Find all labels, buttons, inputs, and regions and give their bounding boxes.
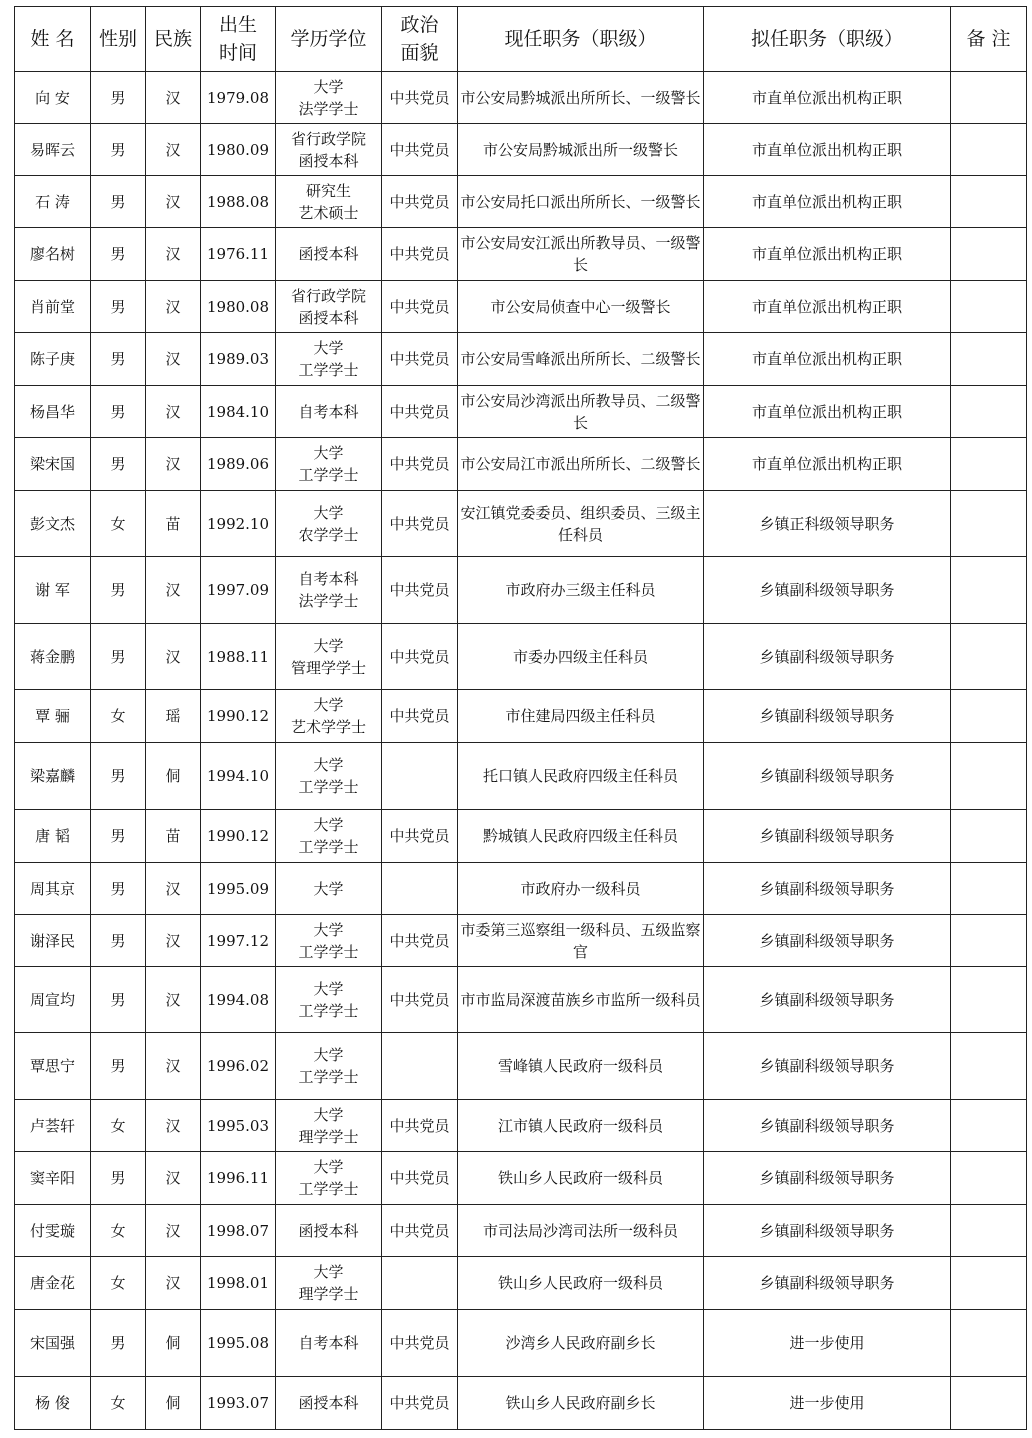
cell-proposed-position: 市直单位派出机构正职 — [704, 386, 951, 438]
cell-gender: 男 — [91, 624, 146, 690]
table-row — [15, 124, 1027, 176]
header-current-position: 现任职务（职级） — [458, 7, 704, 72]
cell-gender: 男 — [91, 1310, 146, 1377]
cell-ethnicity: 汉 — [146, 386, 201, 438]
cell-ethnicity: 汉 — [146, 124, 201, 176]
cell-ethnicity: 侗 — [146, 743, 201, 810]
cell-political-status: 中共党员 — [382, 624, 458, 690]
cell-proposed-position: 市直单位派出机构正职 — [704, 333, 951, 386]
cell-birth-date: 1995.03 — [201, 1100, 276, 1152]
cell-education — [276, 863, 382, 915]
cell-political-status: 中共党员 — [382, 333, 458, 386]
cell-gender: 女 — [91, 1205, 146, 1257]
education-line2: 工学学士 — [298, 466, 359, 484]
cell-name: 杨昌华 — [15, 386, 91, 438]
cell-gender: 男 — [91, 557, 146, 624]
cell-proposed-position: 乡镇副科级领导职务 — [704, 1100, 951, 1152]
education-line1: 自考本科 — [298, 1334, 359, 1352]
education-line2: 工学学士 — [298, 1180, 359, 1198]
cell-ethnicity: 汉 — [146, 281, 201, 333]
education-line2: 法学学士 — [298, 592, 359, 610]
cell-current-position: 铁山乡人民政府一级科员 — [458, 1257, 704, 1310]
cell-remarks — [951, 624, 1027, 690]
education-line1: 大学 — [313, 1105, 344, 1124]
table-row — [15, 1033, 1027, 1100]
education-line2: 工学学士 — [298, 942, 359, 961]
table-row — [15, 1152, 1027, 1205]
education-line1: 大学 — [313, 444, 344, 462]
header-remarks: 备 注 — [951, 7, 1027, 72]
cell-political-status: 中共党员 — [382, 438, 458, 491]
education-line2: 工学学士 — [298, 838, 359, 856]
cell-gender: 男 — [91, 386, 146, 438]
cell-proposed-position: 乡镇副科级领导职务 — [704, 810, 951, 863]
cell-gender: 男 — [91, 1033, 146, 1100]
cell-remarks — [951, 743, 1027, 810]
cell-proposed-position: 进一步使用 — [704, 1377, 951, 1430]
education-line2: 函授本科 — [298, 151, 359, 170]
cell-remarks — [951, 1033, 1027, 1100]
cell-birth-date: 1997.12 — [201, 915, 276, 967]
cell-gender: 男 — [91, 228, 146, 281]
cell-gender: 女 — [91, 1100, 146, 1152]
cell-political-status: 中共党员 — [382, 72, 458, 124]
cell-remarks — [951, 124, 1027, 176]
cell-education — [276, 1100, 382, 1152]
cell-name: 宋国强 — [15, 1310, 91, 1377]
cell-education — [276, 281, 382, 333]
cell-education — [276, 743, 382, 810]
table-row — [15, 281, 1027, 333]
education-line2: 法学学士 — [298, 99, 359, 118]
table-row — [15, 1310, 1027, 1377]
cell-remarks — [951, 72, 1027, 124]
cell-current-position: 市公安局黔城派出所一级警长 — [458, 124, 704, 176]
cell-proposed-position: 乡镇副科级领导职务 — [704, 1033, 951, 1100]
education-line1: 大学 — [313, 1158, 344, 1176]
education-line1: 大学 — [313, 979, 344, 998]
cell-education — [276, 557, 382, 624]
cell-remarks — [951, 810, 1027, 863]
cell-birth-date: 1995.08 — [201, 1310, 276, 1377]
cell-current-position: 市公安局托口派出所所长、一级警长 — [458, 176, 704, 228]
cell-name: 付雯璇 — [15, 1205, 91, 1257]
cell-proposed-position: 市直单位派出机构正职 — [704, 72, 951, 124]
cell-name: 向 安 — [15, 72, 91, 124]
cell-education — [276, 967, 382, 1033]
education-line1: 大学 — [313, 339, 344, 357]
cell-proposed-position: 乡镇副科级领导职务 — [704, 1205, 951, 1257]
cell-birth-date: 1989.06 — [201, 438, 276, 491]
cell-current-position: 市司法局沙湾司法所一级科员 — [458, 1205, 704, 1257]
table-row — [15, 557, 1027, 624]
education-line2: 工学学士 — [298, 361, 359, 379]
cell-current-position: 市住建局四级主任科员 — [458, 690, 704, 743]
header-name: 姓 名 — [15, 7, 91, 72]
cell-remarks — [951, 438, 1027, 491]
cell-current-position: 黔城镇人民政府四级主任科员 — [458, 810, 704, 863]
cell-current-position: 市公安局沙湾派出所教导员、二级警长 — [458, 386, 704, 438]
table-row — [15, 690, 1027, 743]
cell-political-status: 中共党员 — [382, 176, 458, 228]
cell-political-status: 中共党员 — [382, 491, 458, 557]
cell-gender: 女 — [91, 1377, 146, 1430]
cell-education — [276, 915, 382, 967]
cell-political-status: 中共党员 — [382, 1205, 458, 1257]
cell-remarks — [951, 228, 1027, 281]
cell-remarks — [951, 281, 1027, 333]
cell-political-status: 中共党员 — [382, 690, 458, 743]
education-line1: 大学 — [313, 1263, 344, 1281]
cell-current-position: 市公安局江市派出所所长、二级警长 — [458, 438, 704, 491]
education-line1: 研究生 — [305, 181, 351, 200]
education-line1: 大学 — [313, 879, 344, 898]
cadre-roster-table — [14, 6, 1027, 1430]
cell-political-status — [382, 863, 458, 915]
table-row — [15, 1205, 1027, 1257]
cell-current-position: 市政府办一级科员 — [458, 863, 704, 915]
cell-birth-date: 1984.10 — [201, 386, 276, 438]
education-line1: 自考本科 — [298, 570, 359, 588]
cell-current-position: 市委第三巡察组一级科员、五级监察官 — [458, 915, 704, 967]
cell-name: 蒋金鹏 — [15, 624, 91, 690]
cell-proposed-position: 市直单位派出机构正职 — [704, 124, 951, 176]
cell-name: 陈子庚 — [15, 333, 91, 386]
header-education: 学历学位 — [276, 7, 382, 72]
cell-gender: 男 — [91, 967, 146, 1033]
cell-political-status: 中共党员 — [382, 1377, 458, 1430]
education-line1: 大学 — [313, 920, 344, 939]
cell-ethnicity: 汉 — [146, 333, 201, 386]
cell-birth-date: 1994.10 — [201, 743, 276, 810]
cell-ethnicity: 汉 — [146, 176, 201, 228]
cell-gender: 男 — [91, 281, 146, 333]
cell-current-position: 安江镇党委委员、组织委员、三级主任科员 — [458, 491, 704, 557]
table-row — [15, 1377, 1027, 1430]
cell-current-position: 托口镇人民政府四级主任科员 — [458, 743, 704, 810]
cell-birth-date: 1988.08 — [201, 176, 276, 228]
education-line1: 大学 — [313, 77, 344, 96]
table-row — [15, 176, 1027, 228]
cell-proposed-position: 乡镇副科级领导职务 — [704, 557, 951, 624]
cell-remarks — [951, 176, 1027, 228]
education-line1: 函授本科 — [298, 1394, 359, 1412]
cell-birth-date: 1998.07 — [201, 1205, 276, 1257]
cell-political-status: 中共党员 — [382, 1100, 458, 1152]
cell-ethnicity: 汉 — [146, 228, 201, 281]
cell-remarks — [951, 491, 1027, 557]
cell-gender: 男 — [91, 124, 146, 176]
cell-education — [276, 72, 382, 124]
roster-body — [15, 72, 1027, 1430]
cell-political-status: 中共党员 — [382, 124, 458, 176]
cell-ethnicity: 苗 — [146, 491, 201, 557]
table-row — [15, 863, 1027, 915]
cell-proposed-position: 乡镇副科级领导职务 — [704, 967, 951, 1033]
cell-name: 杨 俊 — [15, 1377, 91, 1430]
education-line2: 理学学士 — [298, 1127, 359, 1146]
cell-proposed-position: 乡镇副科级领导职务 — [704, 1152, 951, 1205]
education-line1: 大学 — [313, 503, 344, 522]
cell-ethnicity: 苗 — [146, 810, 201, 863]
cell-remarks — [951, 333, 1027, 386]
cell-gender: 女 — [91, 491, 146, 557]
cell-birth-date: 1980.08 — [201, 281, 276, 333]
cell-name: 梁嘉麟 — [15, 743, 91, 810]
cell-ethnicity: 汉 — [146, 1100, 201, 1152]
cell-proposed-position: 市直单位派出机构正职 — [704, 438, 951, 491]
cell-remarks — [951, 1100, 1027, 1152]
cell-remarks — [951, 1205, 1027, 1257]
education-line2: 理学学士 — [298, 1285, 359, 1303]
cell-proposed-position: 进一步使用 — [704, 1310, 951, 1377]
cell-name: 周其京 — [15, 863, 91, 915]
cell-education — [276, 810, 382, 863]
education-line2: 农学学士 — [298, 525, 359, 544]
cell-remarks — [951, 1257, 1027, 1310]
cell-remarks — [951, 690, 1027, 743]
cell-ethnicity: 汉 — [146, 557, 201, 624]
cell-ethnicity: 瑶 — [146, 690, 201, 743]
cell-gender: 女 — [91, 1257, 146, 1310]
cell-birth-date: 1988.11 — [201, 624, 276, 690]
education-line2: 工学学士 — [298, 778, 359, 796]
cell-birth-date: 1994.08 — [201, 967, 276, 1033]
table-row — [15, 810, 1027, 863]
cell-gender: 男 — [91, 1152, 146, 1205]
cell-education — [276, 438, 382, 491]
cell-birth-date: 1990.12 — [201, 810, 276, 863]
header-ethnicity: 民族 — [146, 7, 201, 72]
cell-current-position: 市公安局侦查中心一级警长 — [458, 281, 704, 333]
cell-proposed-position: 市直单位派出机构正职 — [704, 281, 951, 333]
cell-remarks — [951, 863, 1027, 915]
cell-birth-date: 1996.11 — [201, 1152, 276, 1205]
cell-birth-date: 1989.03 — [201, 333, 276, 386]
cell-name: 彭文杰 — [15, 491, 91, 557]
education-line1: 函授本科 — [298, 245, 359, 263]
cell-political-status: 中共党员 — [382, 967, 458, 1033]
cell-ethnicity: 汉 — [146, 438, 201, 491]
cell-remarks — [951, 1310, 1027, 1377]
table-row — [15, 915, 1027, 967]
cell-ethnicity: 侗 — [146, 1377, 201, 1430]
cell-name: 谢 军 — [15, 557, 91, 624]
cell-political-status: 中共党员 — [382, 1310, 458, 1377]
cell-ethnicity: 汉 — [146, 1205, 201, 1257]
education-line2: 函授本科 — [298, 308, 359, 327]
cell-gender: 男 — [91, 743, 146, 810]
cell-political-status: 中共党员 — [382, 386, 458, 438]
cell-proposed-position: 市直单位派出机构正职 — [704, 176, 951, 228]
cell-proposed-position: 乡镇副科级领导职务 — [704, 1257, 951, 1310]
header-proposed-position: 拟任职务（职级） — [704, 7, 951, 72]
cell-name: 肖前堂 — [15, 281, 91, 333]
header-birth-line2: 时间 — [218, 42, 257, 64]
header-political-line2: 面貌 — [400, 42, 439, 64]
cell-birth-date: 1990.12 — [201, 690, 276, 743]
header-birth-date — [201, 7, 276, 72]
cell-birth-date: 1980.09 — [201, 124, 276, 176]
cell-current-position: 市政府办三级主任科员 — [458, 557, 704, 624]
cell-gender: 男 — [91, 915, 146, 967]
cell-ethnicity: 汉 — [146, 1033, 201, 1100]
cell-gender: 女 — [91, 690, 146, 743]
cell-name: 唐金花 — [15, 1257, 91, 1310]
cell-current-position: 铁山乡人民政府副乡长 — [458, 1377, 704, 1430]
cell-education — [276, 1205, 382, 1257]
cell-gender: 男 — [91, 72, 146, 124]
education-line1: 自考本科 — [298, 402, 359, 421]
cell-remarks — [951, 386, 1027, 438]
cell-education — [276, 491, 382, 557]
table-row — [15, 438, 1027, 491]
cell-education — [276, 333, 382, 386]
education-line1: 大学 — [313, 816, 344, 834]
cell-political-status: 中共党员 — [382, 557, 458, 624]
cell-education — [276, 1033, 382, 1100]
table-row — [15, 624, 1027, 690]
cell-proposed-position: 乡镇副科级领导职务 — [704, 863, 951, 915]
education-line1: 大学 — [313, 756, 344, 774]
cell-political-status: 中共党员 — [382, 1152, 458, 1205]
header-birth-line1: 出生 — [218, 14, 257, 36]
education-line1: 大学 — [313, 1046, 344, 1064]
cell-current-position: 市公安局安江派出所教导员、一级警长 — [458, 228, 704, 281]
cell-name: 石 涛 — [15, 176, 91, 228]
cell-remarks — [951, 1152, 1027, 1205]
cell-education — [276, 1152, 382, 1205]
education-line1: 大学 — [313, 636, 344, 655]
cell-proposed-position: 乡镇副科级领导职务 — [704, 624, 951, 690]
cell-gender: 男 — [91, 438, 146, 491]
cell-gender: 男 — [91, 176, 146, 228]
cell-political-status — [382, 1257, 458, 1310]
education-line2: 工学学士 — [298, 1068, 359, 1086]
cell-education — [276, 624, 382, 690]
header-political-status — [382, 7, 458, 72]
cell-education — [276, 176, 382, 228]
header-row — [15, 7, 1027, 72]
cell-proposed-position: 乡镇副科级领导职务 — [704, 690, 951, 743]
cell-ethnicity: 侗 — [146, 1310, 201, 1377]
cell-ethnicity: 汉 — [146, 915, 201, 967]
cell-name: 易晖云 — [15, 124, 91, 176]
table-row — [15, 743, 1027, 810]
cell-current-position: 市公安局雪峰派出所所长、二级警长 — [458, 333, 704, 386]
education-line2: 工学学士 — [298, 1001, 359, 1020]
cell-remarks — [951, 557, 1027, 624]
cell-ethnicity: 汉 — [146, 624, 201, 690]
cell-education — [276, 386, 382, 438]
cell-name: 谢泽民 — [15, 915, 91, 967]
table-row — [15, 333, 1027, 386]
cell-current-position: 铁山乡人民政府一级科员 — [458, 1152, 704, 1205]
cell-ethnicity: 汉 — [146, 1152, 201, 1205]
cell-name: 窦辛阳 — [15, 1152, 91, 1205]
cell-birth-date: 1993.07 — [201, 1377, 276, 1430]
cell-current-position: 市市监局深渡苗族乡市监所一级科员 — [458, 967, 704, 1033]
cell-education — [276, 124, 382, 176]
roster-document — [14, 6, 1027, 1430]
table-row — [15, 386, 1027, 438]
table-row — [15, 967, 1027, 1033]
cell-education — [276, 228, 382, 281]
cell-ethnicity: 汉 — [146, 72, 201, 124]
education-line2: 艺术学学士 — [290, 718, 366, 736]
cell-name: 覃 骊 — [15, 690, 91, 743]
cell-remarks — [951, 1377, 1027, 1430]
cell-birth-date: 1992.10 — [201, 491, 276, 557]
cell-current-position: 市公安局黔城派出所所长、一级警长 — [458, 72, 704, 124]
cell-gender: 男 — [91, 863, 146, 915]
cell-birth-date: 1997.09 — [201, 557, 276, 624]
cell-remarks — [951, 915, 1027, 967]
cell-current-position: 江市镇人民政府一级科员 — [458, 1100, 704, 1152]
cell-name: 唐 韬 — [15, 810, 91, 863]
cell-education — [276, 1257, 382, 1310]
cell-name: 周宣均 — [15, 967, 91, 1033]
cell-birth-date: 1998.01 — [201, 1257, 276, 1310]
table-row — [15, 1257, 1027, 1310]
cell-birth-date: 1995.09 — [201, 863, 276, 915]
table-row — [15, 491, 1027, 557]
cell-political-status: 中共党员 — [382, 281, 458, 333]
cell-current-position: 沙湾乡人民政府副乡长 — [458, 1310, 704, 1377]
cell-name: 卢荟轩 — [15, 1100, 91, 1152]
cell-name: 廖名树 — [15, 228, 91, 281]
education-line1: 省行政学院 — [290, 286, 366, 305]
cell-political-status — [382, 743, 458, 810]
education-line1: 省行政学院 — [290, 129, 366, 148]
table-row — [15, 1100, 1027, 1152]
cell-ethnicity: 汉 — [146, 1257, 201, 1310]
cell-birth-date: 1996.02 — [201, 1033, 276, 1100]
cell-ethnicity: 汉 — [146, 967, 201, 1033]
education-line1: 大学 — [313, 696, 344, 714]
cell-education — [276, 1310, 382, 1377]
header-political-line1: 政治 — [400, 14, 439, 36]
header-gender: 性别 — [91, 7, 146, 72]
cell-ethnicity: 汉 — [146, 863, 201, 915]
cell-education — [276, 1377, 382, 1430]
cell-current-position: 雪峰镇人民政府一级科员 — [458, 1033, 704, 1100]
cell-political-status — [382, 1033, 458, 1100]
education-line2: 艺术硕士 — [298, 203, 359, 222]
table-row — [15, 228, 1027, 281]
cell-birth-date: 1979.08 — [201, 72, 276, 124]
cell-political-status: 中共党员 — [382, 915, 458, 967]
cell-education — [276, 690, 382, 743]
cell-proposed-position: 市直单位派出机构正职 — [704, 228, 951, 281]
cell-proposed-position: 乡镇正科级领导职务 — [704, 491, 951, 557]
cell-political-status: 中共党员 — [382, 228, 458, 281]
education-line1: 函授本科 — [298, 1221, 359, 1240]
table-row — [15, 72, 1027, 124]
cell-proposed-position: 乡镇副科级领导职务 — [704, 915, 951, 967]
education-line2: 管理学学士 — [290, 658, 366, 677]
cell-political-status: 中共党员 — [382, 810, 458, 863]
cell-birth-date: 1976.11 — [201, 228, 276, 281]
cell-current-position: 市委办四级主任科员 — [458, 624, 704, 690]
cell-proposed-position: 乡镇副科级领导职务 — [704, 743, 951, 810]
cell-name: 覃思宁 — [15, 1033, 91, 1100]
cell-name: 梁宋国 — [15, 438, 91, 491]
cell-gender: 男 — [91, 810, 146, 863]
cell-remarks — [951, 967, 1027, 1033]
cell-gender: 男 — [91, 333, 146, 386]
